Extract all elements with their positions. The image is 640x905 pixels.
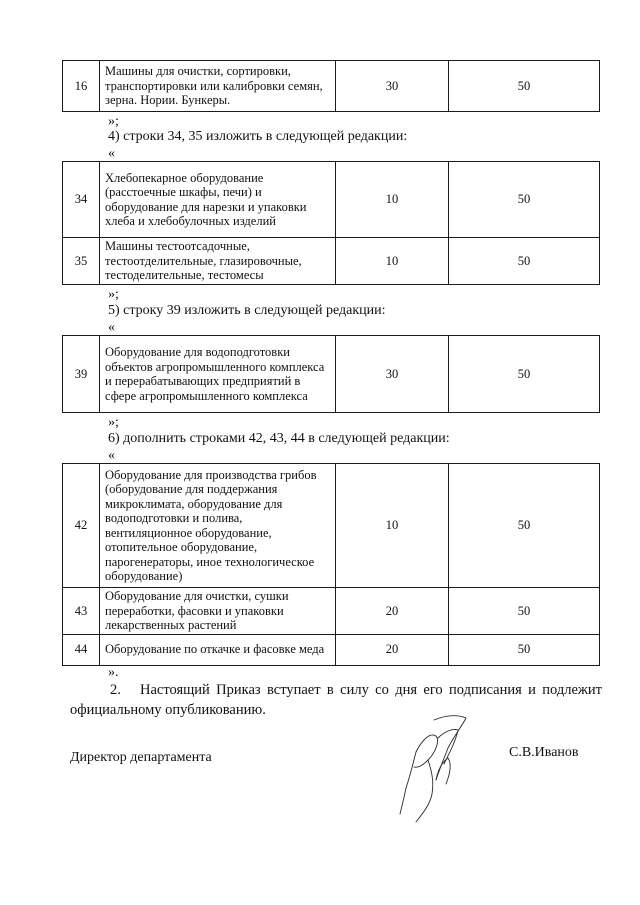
row-description: Оборудование для очистки, сушки переработки, фасовки и упаковки лекарственных растений	[100, 588, 336, 635]
table-rows-34-35	[62, 161, 600, 285]
row-value-1: 10	[336, 238, 449, 285]
paragraph-number: 2.	[110, 682, 121, 698]
opening-quote: «	[108, 146, 115, 161]
row-number: 39	[63, 336, 100, 413]
instruction-item-5: 5) строку 39 изложить в следующей редакции:	[108, 303, 386, 318]
row-value-2: 50	[449, 238, 600, 285]
table-rows-42-44	[62, 463, 600, 666]
table-row	[63, 634, 600, 665]
row-number: 16	[63, 61, 100, 112]
table-row	[63, 162, 600, 238]
handwritten-signature	[392, 712, 474, 824]
row-value-1: 30	[336, 336, 449, 413]
row-description: Машины тестоотсадочные, тестоотделительные, глазировочные, тестоделительные, тестомесы	[100, 238, 336, 285]
row-value-1: 30	[336, 61, 449, 112]
closing-quote: »;	[108, 287, 119, 302]
row-description: Машины для очистки, сортировки, транспортировки или калибровки семян, зерна. Нории. Бункеры.	[100, 61, 336, 112]
row-description: Оборудование для производства грибов (оборудование для поддержания микроклимата, оборудование для водоподготовки и полива, вентиляционное оборудование, отопительное оборудование, парогенераторы, иное технологическое оборудование)	[100, 464, 336, 588]
opening-quote: «	[108, 320, 115, 335]
instruction-item-4: 4) строки 34, 35 изложить в следующей редакции:	[108, 129, 408, 144]
row-number: 42	[63, 464, 100, 588]
row-number: 44	[63, 634, 100, 665]
paragraph-text: Настоящий Приказ вступает в силу со дня его подписания и подлежит официальному опубликованию.	[70, 682, 602, 718]
row-value-2: 50	[449, 61, 600, 112]
row-value-2: 50	[449, 464, 600, 588]
closing-quote: ».	[108, 665, 119, 680]
row-number: 43	[63, 588, 100, 635]
row-value-1: 20	[336, 588, 449, 635]
row-value-2: 50	[449, 162, 600, 238]
row-description: Оборудование по откачке и фасовке меда	[100, 634, 336, 665]
closing-quote: »;	[108, 415, 119, 430]
row-description: Хлебопекарное оборудование (расстоечные шкафы, печи) и оборудование для нарезки и упаковки хлеба и хлебобулочных изделий	[100, 162, 336, 238]
row-value-2: 50	[449, 336, 600, 413]
row-number: 35	[63, 238, 100, 285]
paragraph-2	[70, 680, 602, 720]
row-description: Оборудование для водоподготовки объектов агропромышленного комплекса и перерабатывающих предприятий в сфере агропромышленного комплекса	[100, 336, 336, 413]
table-row	[63, 238, 600, 285]
closing-quote: »;	[108, 114, 119, 129]
table-row	[63, 588, 600, 635]
table-row	[63, 336, 600, 413]
table-row-39	[62, 335, 600, 413]
table-row-16	[62, 60, 600, 112]
opening-quote: «	[108, 448, 115, 463]
table-row	[63, 464, 600, 588]
instruction-item-6: 6) дополнить строками 42, 43, 44 в следующей редакции:	[108, 431, 450, 446]
row-value-1: 10	[336, 162, 449, 238]
table-row	[63, 61, 600, 112]
row-value-1: 20	[336, 634, 449, 665]
signatory-role: Директор департамента	[70, 750, 212, 765]
row-value-2: 50	[449, 588, 600, 635]
row-value-2: 50	[449, 634, 600, 665]
signatory-name: С.В.Иванов	[509, 745, 579, 760]
row-value-1: 10	[336, 464, 449, 588]
row-number: 34	[63, 162, 100, 238]
